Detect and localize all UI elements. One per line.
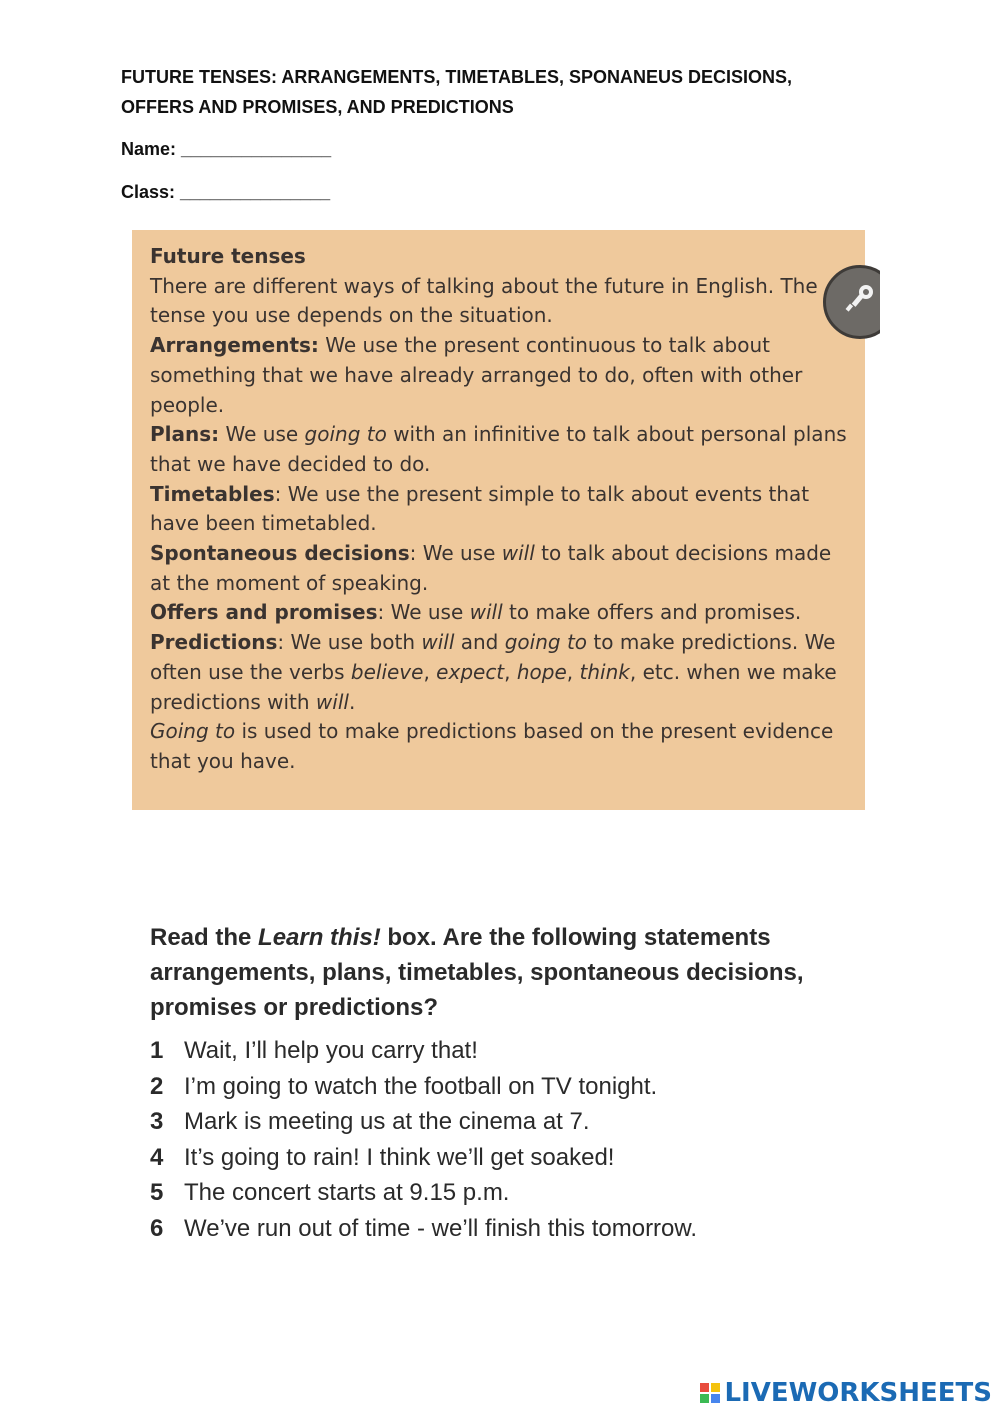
logo-square [700, 1383, 709, 1392]
predictions-going-to: going to [504, 630, 588, 655]
predictions-text-b: and [454, 630, 505, 655]
verb-think: think [579, 659, 630, 684]
list-item [150, 1211, 870, 1247]
predictions-text-d: , etc. when we make predictions with [150, 659, 837, 714]
box-intro: There are different ways of talking about the future in English. The tense you use depends on the situation. [150, 273, 818, 328]
predictions-text: : We use both [277, 630, 422, 655]
offers-text: : We use [377, 600, 470, 625]
learn-this-box [132, 230, 865, 810]
item-number: 4 [150, 1143, 164, 1171]
timetables-text: : We use the present simple to talk about events that have been timetabled. [150, 481, 810, 536]
exercise-instruction [150, 920, 870, 1025]
comma: , [504, 659, 517, 684]
comma: , [566, 659, 580, 684]
predictions-label: Predictions [150, 630, 278, 655]
item-number: 6 [150, 1214, 164, 1242]
class-field[interactable]: Class: _______________ [121, 182, 331, 202]
name-field[interactable]: Name: _______________ [121, 139, 332, 159]
offers-rule [150, 598, 847, 628]
plans-label: Plans: [150, 422, 220, 447]
item-text: The concert starts at 9.15 p.m. [184, 1179, 510, 1207]
going-to-cap: Going to [150, 719, 236, 744]
timetables-label: Timetables [150, 481, 275, 506]
logo-square [711, 1394, 720, 1403]
document-title [121, 62, 901, 122]
item-text: I’m going to watch the football on TV tonight. [184, 1072, 658, 1100]
predictions-text-c: to make predictions. We often use the verbs [150, 630, 836, 684]
plans-text: We use [219, 422, 305, 447]
arrangements-label: Arrangements: [150, 333, 319, 358]
logo-text: LIVEWORKSHEETS [724, 1378, 992, 1408]
list-item [150, 1175, 870, 1211]
verb-expect: expect [436, 659, 505, 684]
spontaneous-rule [150, 539, 847, 598]
spontaneous-label: Spontaneous decisions [150, 541, 410, 566]
predictions-will-2: will [315, 689, 349, 714]
item-text: Mark is meeting us at the cinema at 7. [184, 1108, 590, 1136]
item-text: We’ve run out of time - we’ll finish this tomorrow. [184, 1214, 698, 1242]
item-number: 2 [150, 1072, 164, 1100]
spontaneous-text-b: to talk about decisions made at the moment of speaking. [150, 541, 832, 595]
plans-rule [150, 420, 847, 479]
timetables-rule [150, 480, 847, 539]
instr-text-b: box. Are the following statements arrangements, plans, timetables, spontaneous decisions, promises or predictions? [150, 924, 804, 1021]
offers-text-b: to make offers and promises. [502, 600, 802, 625]
title-line-1: FUTURE TENSES: ARRANGEMENTS, TIMETABLES, SPONANEUS DECISIONS, [121, 67, 793, 87]
liveworksheets-logo[interactable] [700, 1378, 992, 1408]
comma: , [423, 659, 437, 684]
instr-text: Read the [150, 924, 259, 951]
logo-icon [700, 1383, 720, 1403]
verb-hope: hope [516, 659, 567, 684]
exercise-section [150, 920, 870, 1247]
logo-square [700, 1394, 709, 1403]
spontaneous-will: will [501, 541, 535, 566]
item-number: 5 [150, 1179, 164, 1207]
box-title: Future tenses [150, 244, 306, 268]
plans-text-b: with an infinitive to talk about personal plans that we have decided to do. [150, 422, 847, 476]
offers-will: will [469, 600, 503, 625]
logo-square [711, 1383, 720, 1392]
arrangements-rule [150, 331, 847, 420]
key-icon [820, 262, 880, 342]
list-item [150, 1069, 870, 1105]
item-text: Wait, I’ll help you carry that! [184, 1037, 478, 1064]
spontaneous-text: : We use [409, 541, 502, 566]
predictions-rule [150, 628, 847, 777]
predictions-will: will [421, 630, 455, 655]
list-item [150, 1033, 870, 1069]
verb-believe: believe [350, 659, 424, 684]
arrangements-text: We use the present continuous to talk about something that we have already arranged to do, often with other people. [150, 333, 803, 417]
plans-going-to: going to [304, 422, 387, 447]
item-number: 3 [150, 1108, 164, 1136]
item-number: 1 [150, 1037, 164, 1064]
list-item [150, 1140, 870, 1176]
learn-this-ref: Learn this! [258, 924, 381, 951]
title-line-2: OFFERS AND PROMISES, AND PREDICTIONS [121, 97, 514, 117]
item-text: It’s going to rain! I think we’ll get soaked! [184, 1143, 615, 1171]
offers-label: Offers and promises [150, 600, 378, 625]
statement-list [150, 1033, 870, 1247]
period: . [348, 689, 356, 714]
predictions-text-e: is used to make predictions based on the present evidence that you have. [150, 719, 834, 773]
key-glyph [820, 262, 880, 342]
list-item [150, 1104, 870, 1140]
